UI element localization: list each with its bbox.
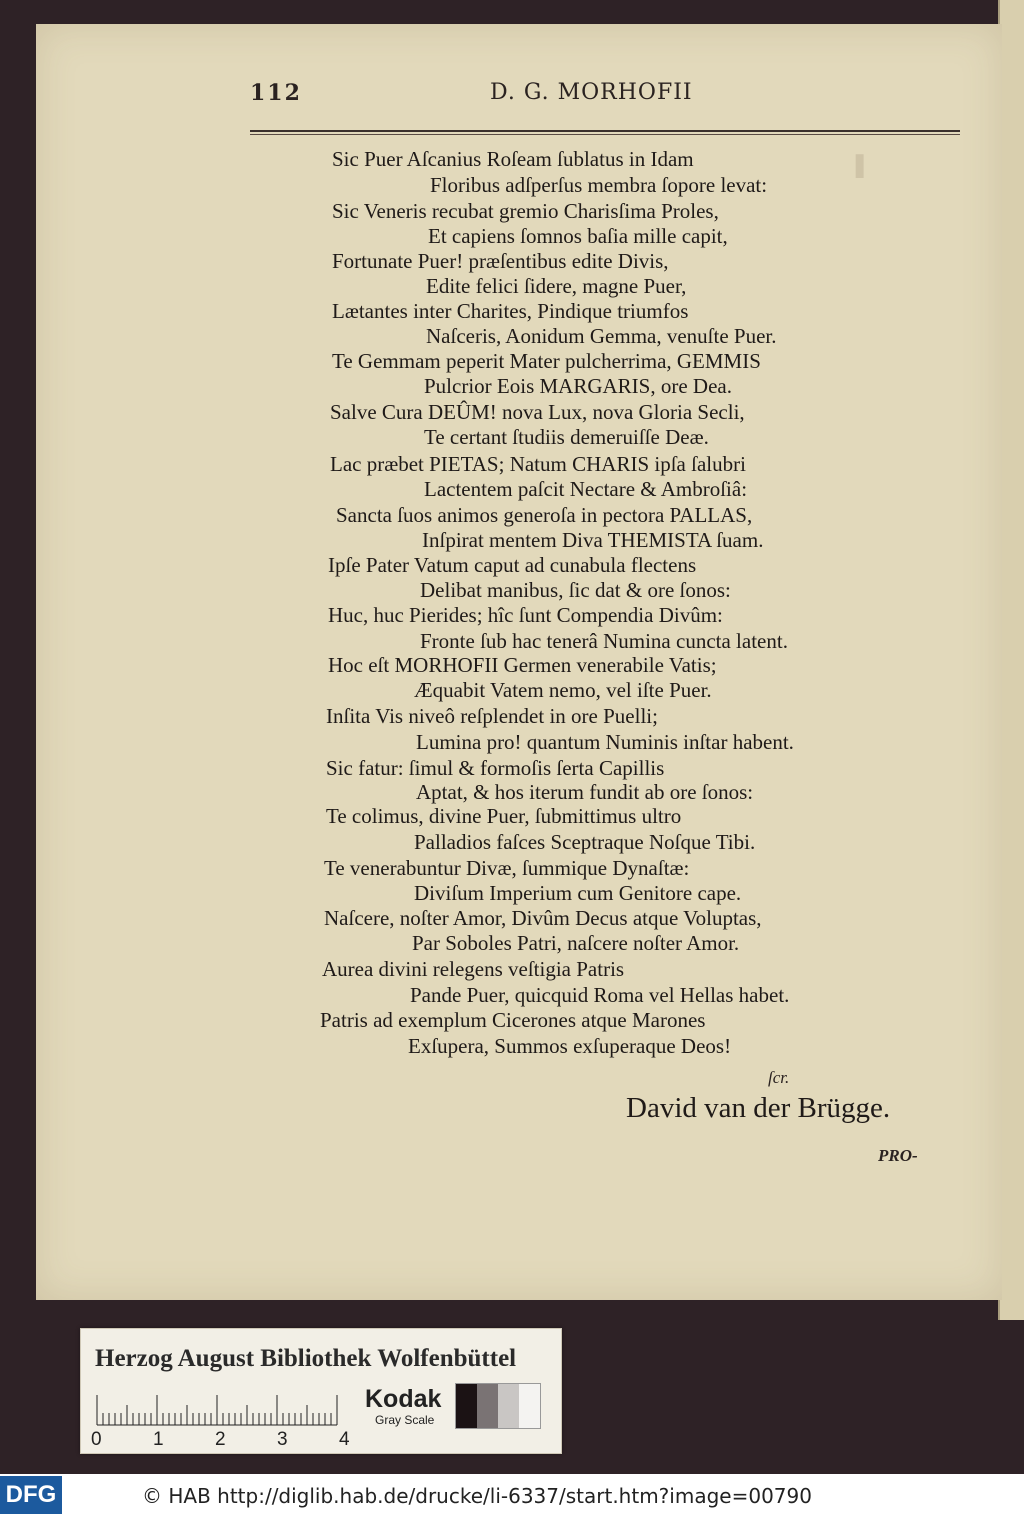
poem-line: Naſcere, noſter Amor, Divûm Decus atque Voluptas, [324,906,762,930]
color-reference-card [80,1328,562,1454]
poem-line: Floribus adſperſus membra ſopore levat: [430,173,768,197]
poem-line: Pande Puer, quicquid Roma vel Hellas habet. [410,983,790,1007]
poem-line: Naſceris, Aonidum Gemma, venuſte Puer. [426,324,777,348]
ruler-scale [95,1387,339,1427]
bleed-through: ▌ [856,154,872,178]
poem-line: Inſpirat mentem Diva THEMISTA ſuam. [422,528,764,552]
poem-line: Lac præbet PIETAS; Natum CHARIS ipſa ſalubri [330,452,746,476]
poem-line: Patris ad exemplum Cicerones atque Marones [320,1008,706,1032]
poem-line: Æquabit Vatem nemo, vel iſte Puer. [414,678,712,702]
ruler-number: 3 [277,1429,288,1450]
ruler-number: 2 [215,1429,226,1450]
poem-line: Sic Veneris recubat gremio Charisſima Proles, [332,199,719,223]
poem-line: Et capiens ſomnos baſia mille capit, [428,224,728,248]
ruler-numbers [91,1429,361,1451]
poem-line: Fortunate Puer! præſentibus edite Divis, [332,249,669,273]
poem-line: Lætantes inter Charites, Pindique triumfos [332,299,689,323]
copyright-url[interactable]: © HAB http://diglib.hab.de/drucke/li-6337/start.htm?image=00790 [142,1484,812,1508]
poem-line: Te Gemmam peperit Mater pulcherrima, GEMMIS [332,349,761,373]
poem-line: Te venerabuntur Divæ, ſummique Dynaſtæ: [324,856,690,880]
poem-line: Fronte ſub hac tenerâ Numina cuncta latent. [420,629,788,653]
poem-line: Edite felici ſidere, magne Puer, [426,274,687,298]
ruler-number: 4 [339,1429,350,1450]
dfg-logo: DFG [0,1476,62,1514]
poem-line: Pulcrior Eois MARGARIS, ore Dea. [424,374,732,398]
poem-line: Exſupera, Summos exſuperaque Deos! [408,1034,732,1058]
poem-line: Diviſum Imperium cum Genitore cape. [414,881,742,905]
running-title: D. G. MORHOFII [490,80,693,105]
poem-line: Hoc eſt MORHOFII Germen venerabile Vatis; [328,653,717,677]
poem-line: Aptat, & hos iterum fundit ab ore ſonos: [416,780,754,804]
poem-line: Te certant ſtudiis demeruiſſe Deæ. [424,425,709,449]
poem-line: Sic Puer Aſcanius Roſeam ſublatus in Idam [332,147,694,171]
swatch-dark-gray [477,1384,498,1428]
poem-line: Aurea divini relegens veſtigia Patris [322,957,625,981]
poem-line: Sancta ſuos animos generoſa in pectora PALLAS, [336,503,753,527]
ruler-number: 0 [91,1429,102,1450]
poem-line: Sic fatur: ſimul & formoſis ſerta Capillis [326,756,665,780]
signature-scr: ſcr. [768,1068,790,1087]
page-number: 112 [250,80,302,106]
poem-line: Ipſe Pater Vatum caput ad cunabula flectens [328,553,697,577]
poem-line: Te colimus, divine Puer, ſubmittimus ultro [326,804,682,828]
kodak-logo: Kodak [365,1385,442,1413]
catchword: PRO- [878,1146,918,1165]
ruler-number: 1 [153,1429,164,1450]
poem-line: Salve Cura DEÛM! nova Lux, nova Gloria Secli, [330,400,745,424]
swatch-light-gray [498,1384,519,1428]
poem-line: Palladios faſces Sceptraque Noſque Tibi. [414,830,756,854]
signature-name: David van der Brügge. [626,1092,891,1124]
gray-scale-label: Gray Scale [375,1413,435,1427]
gray-swatches [455,1383,541,1429]
poem-line: Inſita Vis niveô reſplendet in ore Puelli; [326,704,658,728]
poem-line: Lumina pro! quantum Numinis inſtar habent. [416,730,794,754]
poem-line: Delibat manibus, ſic dat & ore ſonos: [420,578,731,602]
poem-line: Par Soboles Patri, naſcere noſter Amor. [412,931,740,955]
swatch-black [456,1384,477,1428]
library-name: Herzog August Bibliothek Wolfenbüttel [95,1345,517,1372]
poem-line: Lactentem paſcit Nectare & Ambroſiâ: [424,477,748,501]
swatch-white [519,1384,540,1428]
poem-line: Huc, huc Pierides; hîc ſunt Compendia Divûm: [328,603,723,627]
